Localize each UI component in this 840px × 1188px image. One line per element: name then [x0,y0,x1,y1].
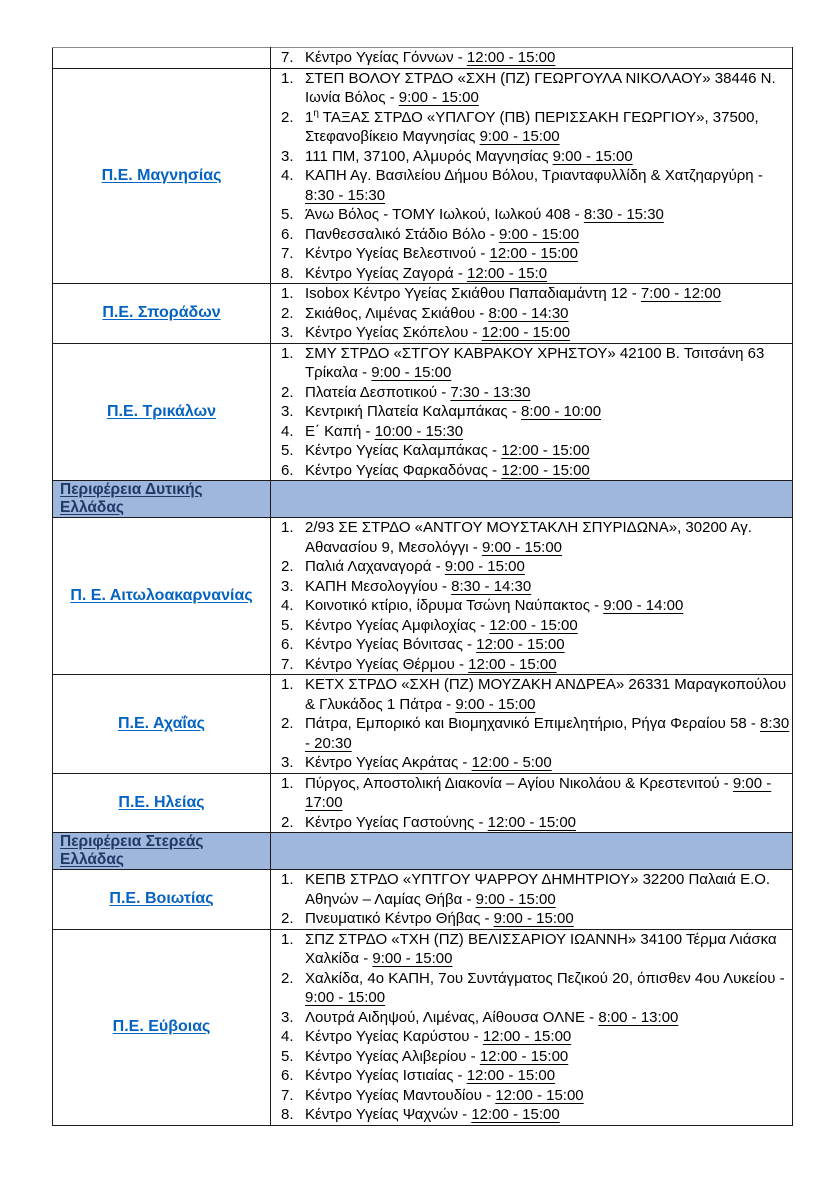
time-range: 8:00 - 10:00 [521,403,602,420]
location-item [271,1008,792,1028]
region-group-label: Περιφέρεια Δυτικής Ελλάδας [60,481,203,516]
location-item-number: 3. [281,1008,294,1026]
location-item [271,909,792,929]
location-list [271,69,792,284]
region-schedule-row [53,343,793,481]
time-range: 12:00 - 15:00 [476,636,565,653]
region-link[interactable]: Π. Ε. Αιτωλοακαρνανίας [70,587,253,604]
location-item-number: 7. [281,655,294,673]
location-item [271,774,792,813]
region-schedule-row [53,284,793,344]
location-item [271,635,792,655]
location-item-text: ΣΠΖ ΣΤΡΔΟ «ΤΧΗ (ΠΖ) ΒΕΛΙΣΣΑΡΙΟΥ ΙΩΑΝΝΗ» 34100 Τέρμα Λιάσκα Χαλκίδα - 9:00 - 15:00 [305,930,777,967]
location-item-text: Κέντρο Υγείας Φαρκαδόνας - 12:00 - 15:00 [305,461,590,479]
time-range: 12:00 - 15:0 [466,264,548,282]
time-range: 12:00 - 15:00 [471,1106,560,1123]
location-list [271,774,792,833]
time-range: 12:00 - 15:00 [495,1086,584,1104]
region-name-cell [53,343,271,481]
location-item-number: 8. [281,1106,294,1123]
location-item-text: ΚΑΠΗ Μεσολογγίου - 8:30 - 14:30 [305,577,532,595]
location-list [271,930,792,1125]
region-link[interactable]: Π.Ε. Αχαΐας [118,714,205,732]
region-link[interactable]: Π.Ε. Βοιωτίας [109,890,214,908]
time-range: 9:00 - 15:00 [372,950,453,967]
location-item-text: Πύργος, Αποστολική Διακονία – Αγίου Νικολάου & Κρεστενιτού - 9:00 - 17:00 [305,774,772,811]
location-item-number: 5. [281,616,294,634]
location-item [271,225,792,245]
region-schedule-row [53,773,793,833]
region-group-label: Περιφέρεια Στερεάς Ελλάδας [60,833,204,868]
region-group-header-empty-cell [271,481,793,518]
location-item-text: Κέντρο Υγείας Θέρμου - 12:00 - 15:00 [305,655,557,673]
location-item-text: Κέντρο Υγείας Γαστούνης - 12:00 - 15:00 [305,813,577,831]
location-item-text: Κέντρο Υγείας Ιστιαίας - 12:00 - 15:00 [305,1067,556,1084]
region-schedule-row [53,48,793,69]
time-range: 8:30 - 15:30 [583,206,664,223]
time-range: 9:00 - 15:00 [305,989,386,1006]
location-item-text: Κέντρο Υγείας Ακράτας - 12:00 - 5:00 [305,754,552,771]
time-range: 9:00 - 15:00 [475,890,556,908]
locations-cell [271,284,793,344]
location-item-number: 4. [281,597,294,614]
time-range: 12:00 - 15:00 [489,245,578,262]
region-link[interactable]: Π.Ε. Σποράδων [102,304,221,322]
location-item-text: Κέντρο Υγείας Καλαμπάκας - 12:00 - 15:00 [305,442,590,459]
locations-cell [271,518,793,675]
region-schedule-row [53,518,793,675]
time-range: 8:30 - 14:30 [451,577,532,595]
location-item-number: 6. [281,636,294,653]
location-item-number: 2. [281,715,294,732]
location-item-text: Κέντρο Υγείας Μαντουδίου - 12:00 - 15:00 [305,1086,584,1104]
location-item-number: 4. [281,1028,294,1045]
location-item-text: Άνω Βόλος - ΤΟΜΥ Ιωλκού, Ιωλκού 408 - 8:30 - 15:30 [305,206,664,223]
location-item-text: Πνευματικό Κέντρο Θήβας - 9:00 - 15:00 [305,910,574,927]
location-item-text: Isobox Κέντρο Υγείας Σκιάθου Παπαδιαμάντη 12 - 7:00 - 12:00 [305,285,721,302]
time-range: 9:00 - 15:00 [499,225,580,243]
location-item-number: 1. [281,676,294,693]
region-name-cell [53,284,271,344]
location-item-number: 3. [281,754,294,771]
location-item [271,616,792,636]
location-item-text: Παλιά Λαχαναγορά - 9:00 - 15:00 [305,558,525,575]
time-range: 12:00 - 15:00 [481,324,571,341]
location-item-text: Ε΄ Καπή - 10:00 - 15:30 [305,422,464,440]
location-item [271,813,792,833]
location-list [271,518,792,674]
location-item-text: Κέντρο Υγείας Καρύστου - 12:00 - 15:00 [305,1028,572,1045]
location-item-number: 4. [281,422,294,440]
time-range: 9:00 - 15:00 [398,89,479,106]
location-item [271,402,792,422]
location-item [271,69,792,108]
time-range: 9:00 - 14:00 [603,597,684,614]
time-range: 8:30 - 20:30 [305,715,790,752]
time-range: 12:00 - 15:00 [489,616,578,634]
time-range: 9:00 - 15:00 [479,128,560,145]
location-item [271,422,792,442]
locations-cell [271,870,793,930]
location-item [271,323,792,343]
time-range: 10:00 - 15:30 [374,422,464,440]
location-item-text: Κέντρο Υγείας Γόννων - 12:00 - 15:00 [305,49,556,66]
time-range: 12:00 - 15:00 [501,461,590,479]
region-name-cell [53,773,271,833]
location-item [271,675,792,714]
location-item [271,930,792,969]
location-item-number: 1. [281,774,294,792]
time-range: 9:00 - 15:00 [493,910,574,927]
location-item [271,557,792,577]
time-range: 12:00 - 15:00 [466,49,556,66]
location-item [271,1047,792,1067]
time-range: 7:00 - 12:00 [640,285,721,302]
location-item-number: 7. [281,1086,294,1104]
location-item-number: 1. [281,930,294,948]
time-range: 12:00 - 15:00 [479,1047,569,1065]
region-group-header-row [53,833,793,870]
location-item-text: Χαλκίδα, 4ο ΚΑΠΗ, 7ου Συντάγματος Πεζικού 20, όπισθεν 4ου Λυκείου - 9:00 - 15:00 [305,969,785,1006]
location-list [271,344,792,481]
region-group-header-row [53,481,793,518]
time-range: 12:00 - 5:00 [471,754,552,771]
location-item [271,753,792,773]
location-item [271,1086,792,1106]
time-range: 9:00 - 15:00 [481,538,563,556]
location-item [271,284,792,304]
location-item [271,969,792,1008]
location-item [271,518,792,557]
location-item [271,655,792,675]
location-list [271,870,792,929]
location-item [271,596,792,616]
region-name-cell [53,870,271,930]
time-range: 12:00 - 15:00 [482,1028,572,1045]
location-item-number: 1. [281,871,294,888]
locations-cell [271,68,793,284]
location-item-number: 2. [281,969,294,987]
region-group-header-cell [53,481,271,518]
location-item-number: 1. [281,285,294,302]
location-item [271,48,792,68]
region-schedule-row [53,68,793,284]
location-item-text: Κέντρο Υγείας Βόνιτσας - 12:00 - 15:00 [305,636,565,653]
location-item-number: 1. [281,69,294,87]
region-group-header-empty-cell [271,833,793,870]
location-item-number: 6. [281,225,294,243]
locations-cell [271,343,793,481]
time-range: 12:00 - 15:00 [501,442,590,459]
location-item-number: 1. [281,519,294,536]
location-item-number: 2. [281,108,294,126]
location-item-number: 1. [281,344,294,362]
region-name-cell [53,675,271,774]
location-item-number: 2. [281,558,294,575]
location-item [271,166,792,205]
location-item-number: 6. [281,1067,294,1084]
location-item-text: Κέντρο Υγείας Ψαχνών - 12:00 - 15:00 [305,1106,560,1123]
location-item-number: 5. [281,442,294,459]
region-link[interactable]: Π.Ε. Τρικάλων [106,402,217,420]
location-item-text: Κεντρική Πλατεία Καλαμπάκας - 8:00 - 10:00 [305,403,602,420]
location-item-text: ΚΕΠΒ ΣΤΡΔΟ «ΥΠΤΓΟΥ ΨΑΡΡΟΥ ΔΗΜΗΤΡΙΟΥ» 32200 Παλαιά Ε.Ο. Αθηνών – Λαμίας Θήβα - 9:00 - 15:00 [305,871,771,908]
time-range: 9:00 - 15:00 [455,695,536,713]
location-item-number: 4. [281,167,294,184]
location-item-text: ΣΤΕΠ ΒΟΛΟΥ ΣΤΡΔΟ «ΣΧΗ (ΠΖ) ΓΕΩΡΓΟΥΛΑ ΝΙΚΟΛΑΟΥ» 38446 Ν. Ιωνία Βόλος - 9:00 - 15:00 [305,69,776,106]
location-item-number: 3. [281,403,294,420]
schedule-table [52,47,793,1126]
region-name-cell [53,48,271,69]
location-item-text: Λουτρά Αιδηψού, Λιμένας, Αίθουσα ΟΛΝΕ - 8:00 - 13:00 [305,1008,679,1026]
region-group-header-cell [53,833,271,870]
location-item-text: Κοινοτικό κτίριο, ίδρυμα Τσώνη Ναύπακτος - 9:00 - 14:00 [305,597,684,614]
time-range: 8:00 - 14:30 [488,304,569,322]
time-range: 12:00 - 15:00 [468,655,557,673]
location-item-number: 2. [281,813,294,831]
location-item [271,304,792,324]
location-item-text: Κέντρο Υγείας Σκόπελου - 12:00 - 15:00 [305,324,571,341]
time-range: 7:30 - 13:30 [450,383,531,401]
locations-cell [271,773,793,833]
time-range: 9:00 - 15:00 [371,364,452,381]
location-item-number: 6. [281,461,294,479]
location-list [271,675,792,773]
location-item-text: Πάτρα, Εμπορικό και Βιομηχανικό Επιμελητήριο, Ρήγα Φεραίου 58 - 8:30 - 20:30 [305,715,790,752]
locations-cell [271,48,793,69]
location-item [271,108,792,147]
location-item-text: Κέντρο Υγείας Ζαγορά - 12:00 - 15:0 [305,264,548,282]
location-item-number: 5. [281,1047,294,1065]
time-range: 9:00 - 17:00 [305,774,772,811]
location-item-number: 5. [281,206,294,223]
location-item [271,461,792,481]
region-link[interactable]: Π.Ε. Μαγνησίας [101,166,222,184]
location-item [271,244,792,264]
location-item [271,1066,792,1086]
locations-cell [271,675,793,774]
location-item-text: Κέντρο Υγείας Αλιβερίου - 12:00 - 15:00 [305,1047,569,1065]
location-item [271,441,792,461]
location-item-number: 3. [281,577,294,595]
region-link[interactable]: Π.Ε. Ηλείας [118,793,205,811]
location-item [271,344,792,383]
location-item-text: $1^\eta$ ΤΑΞΑΣ ΣΤΡΔΟ «ΥΠΛΓΟΥ (ΠΒ) ΠΕΡΙΣΣΑΚΗ ΓΕΩΡΓΙΟΥ», 37500, Στεφανοβίκειο Μαγνησίας 9:00 - 15:00 [305,107,759,145]
region-name-cell [53,929,271,1125]
location-item-number: 3. [281,324,294,341]
time-range: 12:00 - 15:00 [487,813,577,831]
location-item [271,205,792,225]
time-range: 8:30 - 15:30 [305,186,386,204]
location-item-text: Κέντρο Υγείας Αμφιλοχίας - 12:00 - 15:00 [305,616,578,634]
location-list [271,48,792,68]
time-range: 12:00 - 15:00 [466,1067,556,1084]
location-item [271,383,792,403]
region-name-cell [53,518,271,675]
location-item [271,264,792,284]
location-item [271,714,792,753]
location-item [271,147,792,167]
location-item-text: 111 ΠΜ, 37100, Αλμυρός Μαγνησίας 9:00 - 15:00 [305,147,633,165]
locations-cell [271,929,793,1125]
location-item-number: 7. [281,49,294,66]
time-range: 9:00 - 15:00 [552,147,633,165]
time-range: 8:00 - 13:00 [598,1008,679,1026]
region-schedule-row [53,929,793,1125]
location-item-number: 2. [281,383,294,401]
location-item-text: ΚΕΤΧ ΣΤΡΔΟ «ΣΧΗ (ΠΖ) ΜΟΥΖΑΚΗ ΑΝΔΡΕΑ» 26331 Μαραγκοπούλου & Γλυκάδος 1 Πάτρα - 9:00 - 15:00 [305,676,787,713]
region-schedule-row [53,870,793,930]
location-item-text: Σκιάθος, Λιμένας Σκιάθου - 8:00 - 14:30 [305,304,569,322]
location-item [271,1027,792,1047]
location-item-text: ΚΑΠΗ Αγ. Βασιλείου Δήμου Βόλου, Τριανταφυλλίδη & Χατζηαργύρη - 8:30 - 15:30 [305,167,763,204]
location-list [271,284,792,343]
region-name-cell [53,68,271,284]
location-item-text: ΣΜΥ ΣΤΡΔΟ «ΣΤΓΟΥ ΚΑΒΡΑΚΟΥ ΧΡΗΣΤΟΥ» 42100 Β. Τσιτσάνη 63 Τρίκαλα - 9:00 - 15:00 [305,344,765,381]
location-item [271,1105,792,1125]
location-item-text: Πανθεσσαλικό Στάδιο Βόλο - 9:00 - 15:00 [305,225,580,243]
schedule-table-body [53,48,793,1126]
time-range: 9:00 - 15:00 [444,558,525,575]
location-item-text: Κέντρο Υγείας Βελεστινού - 12:00 - 15:00 [305,245,578,262]
location-item [271,870,792,909]
location-item-number: 8. [281,264,294,282]
location-item-text: Πλατεία Δεσποτικού - 7:30 - 13:30 [305,383,531,401]
region-schedule-row [53,675,793,774]
location-item-number: 3. [281,147,294,165]
location-item-number: 7. [281,245,294,262]
location-item-number: 2. [281,910,294,927]
location-item-number: 2. [281,304,294,322]
location-item [271,577,792,597]
location-item-text: 2/93 ΣΕ ΣΤΡΔΟ «ΑΝΤΓΟΥ ΜΟΥΣΤΑΚΛΗ ΣΠΥΡΙΔΩΝΑ», 30200 Αγ. Αθανασίου 9, Μεσολόγγι - 9:00 - 15:00 [305,519,752,556]
region-link[interactable]: Π.Ε. Εύβοιας [112,1018,211,1035]
